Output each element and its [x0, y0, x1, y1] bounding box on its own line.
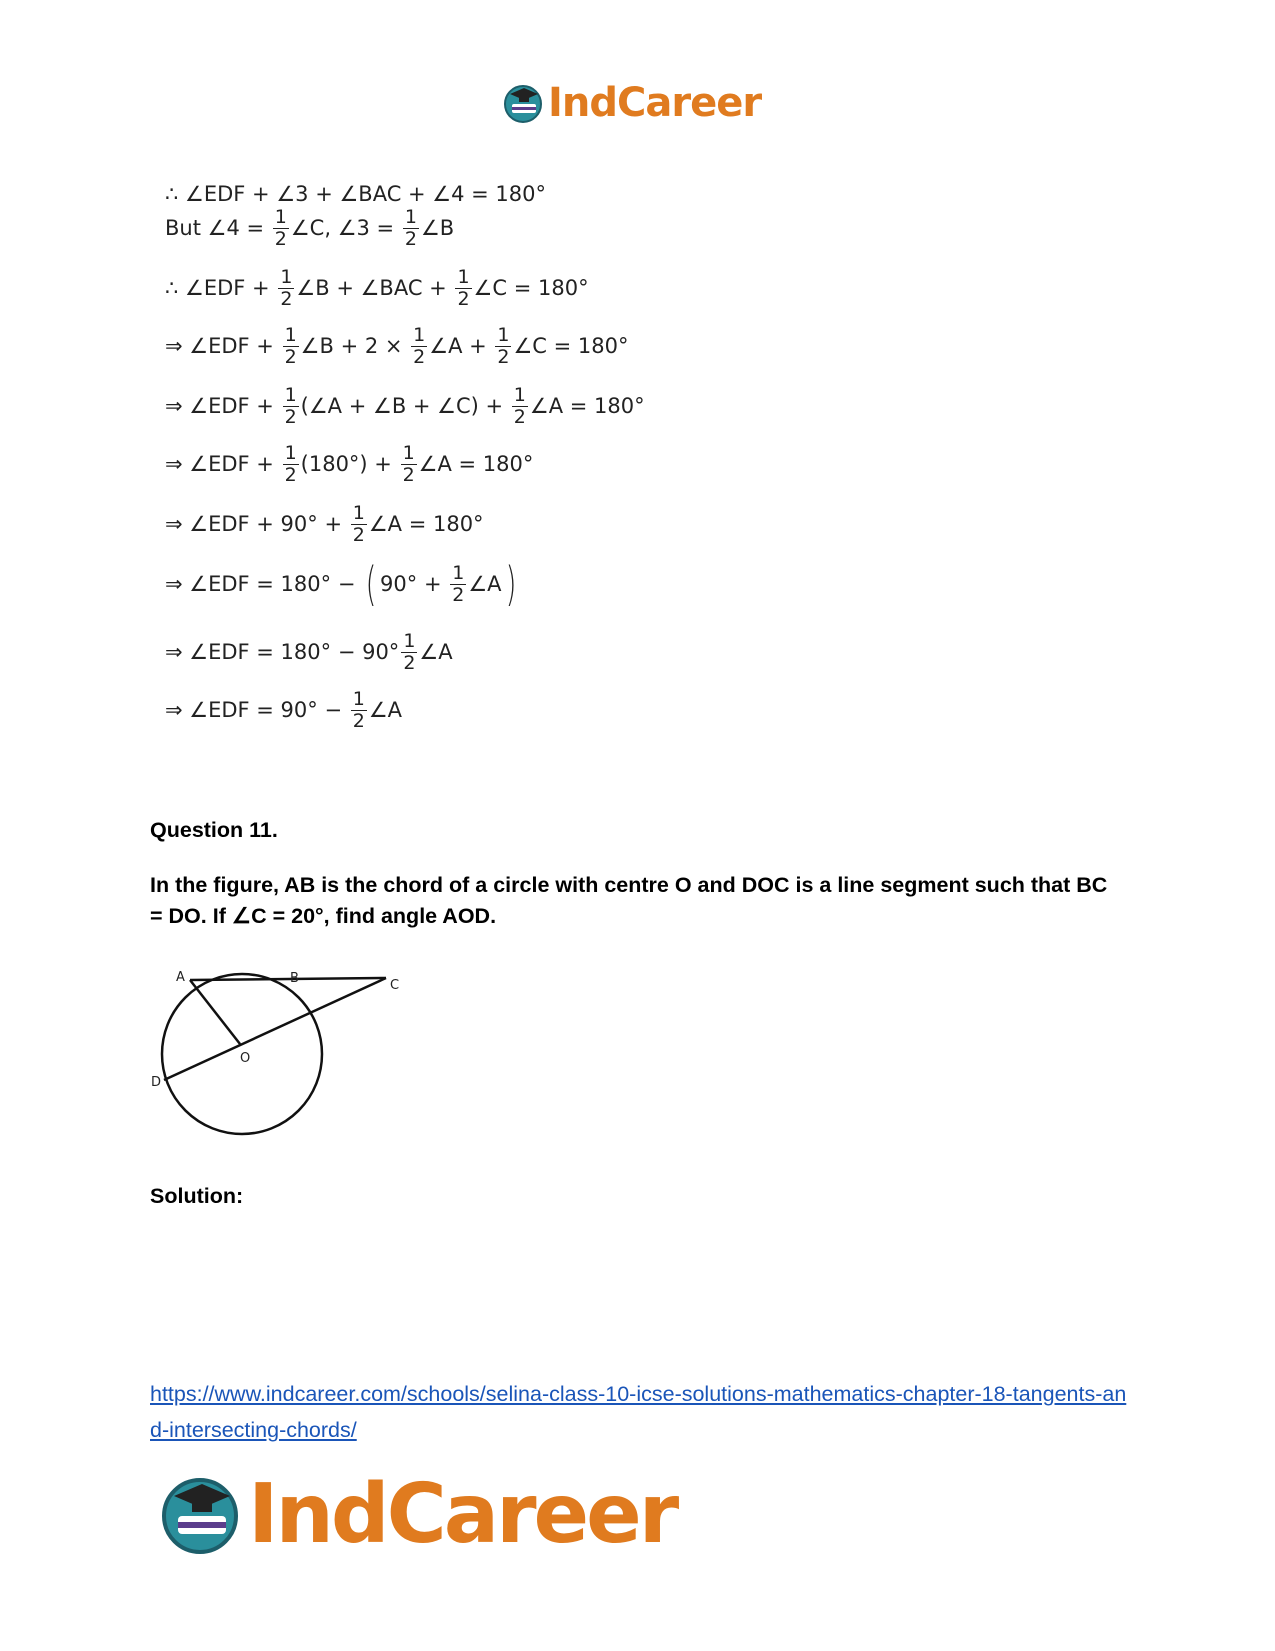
- math-line: [165, 624, 453, 680]
- math-line: [165, 556, 519, 612]
- label-c: C: [390, 978, 400, 993]
- fraction-denominator: 2: [497, 345, 510, 368]
- source-link[interactable]: https://www.indcareer.com/schools/selina-class-10-icse-solutions-mathematics-chapter-18-tangents-and-intersecting-chords/: [150, 1382, 1127, 1442]
- footer-logo-text: IndCareer: [248, 1466, 677, 1562]
- fraction-numerator: 1: [497, 323, 510, 346]
- math-text: ∠A: [419, 640, 453, 664]
- fraction-numerator: 1: [280, 265, 293, 288]
- math-text: ⇒ ∠EDF +: [165, 452, 281, 476]
- fraction-denominator: 2: [403, 651, 416, 674]
- math-text: ∠A: [368, 698, 403, 722]
- math-text: ⇒ ∠EDF = 180° −: [165, 572, 363, 596]
- fraction-denominator: 2: [274, 227, 287, 250]
- math-text: But ∠4 =: [165, 216, 271, 240]
- label-b: B: [290, 971, 299, 986]
- math-line: [165, 318, 629, 374]
- fraction-denominator: 2: [404, 227, 417, 250]
- fraction-denominator: 2: [413, 345, 426, 368]
- fraction-numerator: 1: [457, 265, 470, 288]
- fraction-denominator: 2: [280, 287, 293, 310]
- logo-globe-icon: [502, 82, 544, 124]
- fraction-numerator: 1: [413, 323, 426, 346]
- fraction-numerator: 1: [284, 383, 297, 406]
- fraction: [403, 207, 419, 250]
- math-text: ∠C, ∠3 =: [290, 216, 401, 240]
- circle-figure: [150, 968, 430, 1158]
- fraction-denominator: 2: [284, 405, 297, 428]
- fraction: [278, 267, 294, 310]
- math-text: ∠A = 180°: [529, 394, 645, 418]
- question-text: In the figure, AB is the chord of a circle with centre O and DOC is a line segment such that BC = DO. If ∠C = 20°, find angle AOD.: [150, 873, 1108, 928]
- fraction: [401, 443, 417, 486]
- fraction-numerator: 1: [402, 441, 415, 464]
- label-d: D: [151, 1075, 162, 1090]
- math-text: 90° +: [380, 572, 449, 596]
- math-text: ⇒ ∠EDF +: [165, 394, 281, 418]
- math-text: ∴ ∠EDF +: [165, 276, 277, 300]
- fraction: [351, 689, 367, 732]
- fraction-denominator: 2: [284, 463, 297, 486]
- line-ao: [190, 980, 240, 1044]
- math-text: (∠A + ∠B + ∠C) +: [300, 394, 510, 418]
- fraction: [450, 563, 466, 606]
- fraction: [512, 385, 528, 428]
- math-line: [165, 436, 533, 492]
- fraction-numerator: 1: [403, 629, 416, 652]
- math-text: ⇒ ∠EDF = 180° − 90°: [165, 640, 400, 664]
- fraction: [401, 631, 417, 674]
- math-line: [165, 200, 454, 256]
- fraction-denominator: 2: [452, 583, 465, 606]
- fraction-numerator: 1: [452, 561, 465, 584]
- fraction-denominator: 2: [284, 345, 297, 368]
- solution-title: Solution:: [150, 1184, 244, 1208]
- math-text: ⇒ ∠EDF = 90° −: [165, 698, 349, 722]
- fraction: [273, 207, 289, 250]
- math-line: [165, 496, 484, 552]
- fraction: [351, 503, 367, 546]
- fraction-numerator: 1: [352, 687, 365, 710]
- math-text: (180°) +: [300, 452, 399, 476]
- line-doc: [164, 978, 386, 1080]
- fraction: [411, 325, 427, 368]
- math-text: ∠A +: [429, 334, 494, 358]
- fraction-numerator: 1: [352, 501, 365, 524]
- math-line: [165, 682, 402, 738]
- fraction-numerator: 1: [513, 383, 526, 406]
- math-text: ∠B + ∠BAC +: [296, 276, 454, 300]
- math-text: ∠B: [420, 216, 455, 240]
- fraction: [455, 267, 471, 310]
- math-text: ∠B + 2 ×: [300, 334, 410, 358]
- math-line: [165, 378, 645, 434]
- math-text: ⇒ ∠EDF +: [165, 334, 281, 358]
- footer-logo-globe-icon: [158, 1472, 242, 1556]
- fraction-numerator: 1: [284, 441, 297, 464]
- fraction: [283, 385, 299, 428]
- header-logo-text: IndCareer: [548, 80, 762, 126]
- label-o: O: [240, 1051, 251, 1066]
- fraction-denominator: 2: [352, 709, 365, 732]
- math-text: ⇒ ∠EDF + 90° +: [165, 512, 349, 536]
- fraction: [495, 325, 511, 368]
- fraction-denominator: 2: [352, 523, 365, 546]
- fraction-denominator: 2: [402, 463, 415, 486]
- math-text: ∠A = 180°: [418, 452, 534, 476]
- fraction-numerator: 1: [284, 323, 297, 346]
- math-text: ∠A: [468, 572, 502, 596]
- fraction-numerator: 1: [274, 205, 287, 228]
- big-parenthesis: ): [505, 557, 516, 611]
- big-parenthesis: (: [365, 557, 377, 611]
- label-a: A: [176, 970, 185, 985]
- fraction: [283, 325, 299, 368]
- math-text: ∠C = 180°: [513, 334, 629, 358]
- math-text: ∠A = 180°: [368, 512, 484, 536]
- fraction-denominator: 2: [457, 287, 470, 310]
- footer-logo: [158, 1464, 676, 1564]
- fraction: [283, 443, 299, 486]
- math-text: ∠C = 180°: [473, 276, 589, 300]
- fraction-denominator: 2: [513, 405, 526, 428]
- math-text: ∴ ∠EDF + ∠3 + ∠BAC + ∠4 = 180°: [165, 182, 547, 206]
- header-logo: [502, 78, 761, 128]
- question-title: Question 11.: [150, 818, 278, 842]
- math-line: [165, 260, 589, 316]
- fraction-numerator: 1: [404, 205, 417, 228]
